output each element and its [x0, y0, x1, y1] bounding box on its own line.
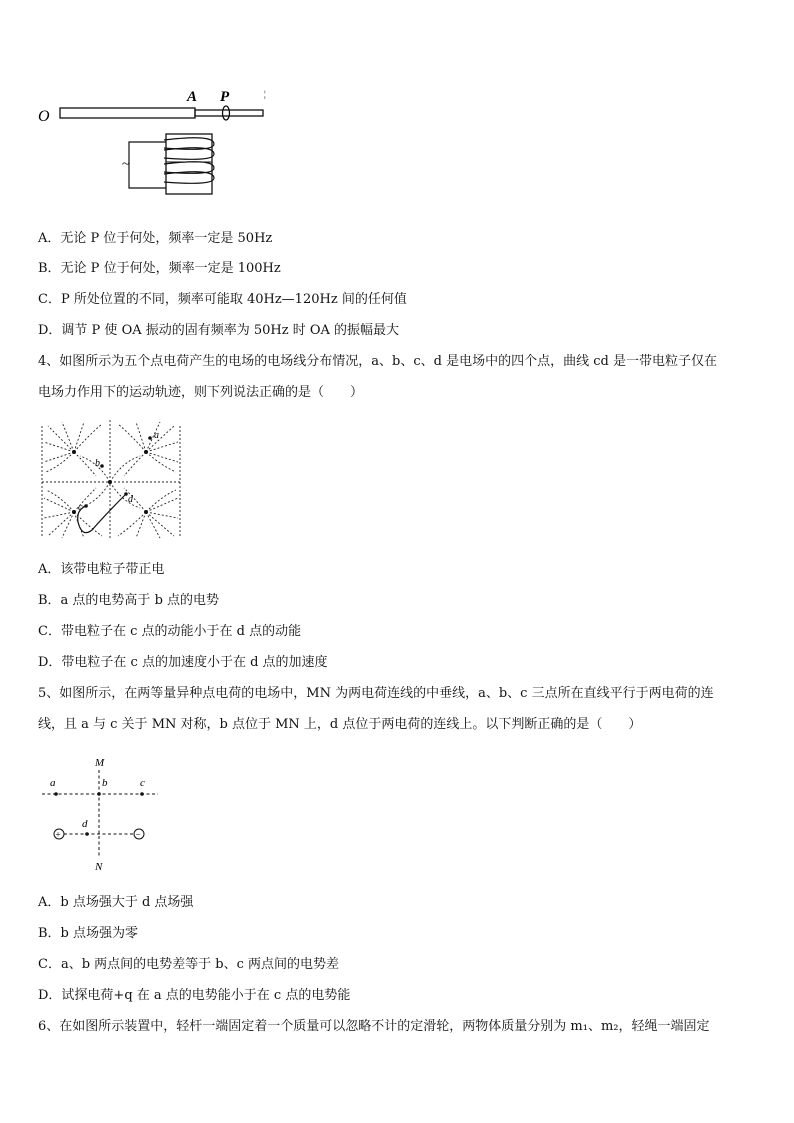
label-d: d — [128, 494, 133, 505]
label-c: c — [140, 777, 145, 789]
q4-option-a: A．该带电粒子带正电 — [38, 562, 165, 577]
rod-thick — [60, 108, 195, 118]
point-charge — [108, 480, 112, 484]
q3-option-a: A．无论 P 位于何处，频率一定是 50Hz — [38, 231, 273, 246]
label-b: b — [95, 458, 100, 469]
q4-option-c: C．带电粒子在 c 点的动能小于在 d 点的动能 — [38, 624, 302, 639]
rod-coil-diagram — [36, 84, 276, 196]
q3-option-c: C．P 所处位置的不同，频率可能取 40Hz—120Hz 间的任何值 — [38, 292, 407, 307]
q4-option-d: D．带电粒子在 c 点的加速度小于在 d 点的加速度 — [38, 655, 328, 670]
q5-option-d: D．试探电荷+q 在 a 点的电势能小于在 c 点的电势能 — [38, 988, 351, 1003]
circuit-wire — [129, 142, 166, 188]
label-a: A — [187, 89, 198, 105]
label-d: d — [82, 818, 88, 830]
label-b: b — [102, 777, 108, 789]
q5-option-a: A．b 点场强大于 d 点场强 — [38, 895, 194, 910]
point-charge — [72, 450, 76, 454]
point-charge — [144, 450, 148, 454]
tick-mark: ¦ — [264, 89, 266, 99]
q4-stem-line1: 4、如图所示为五个点电荷产生的电场的电场线分布情况，a、b、c、d 是电场中的四个点，曲线 cd 是一带电粒子仅在 — [38, 354, 717, 369]
q6-stem-line1: 6、在如图所示装置中，轻杆一端固定着一个质量可以忽略不计的定滑轮，两物体质量分别为 m₁、m₂，轻绳一端固定 — [38, 1019, 710, 1034]
ac-symbol: ~ — [122, 157, 130, 172]
q3-option-d: D．调节 P 使 OA 振动的固有频率为 50Hz 时 OA 的振幅最大 — [38, 323, 400, 338]
q4-option-b: B．a 点的电势高于 b 点的电势 — [38, 593, 220, 608]
field-lines — [42, 420, 180, 538]
label-c: c — [78, 502, 83, 513]
label-a: a — [154, 430, 159, 441]
q5-option-c: C．a、b 两点间的电势差等于 b、c 两点间的电势差 — [38, 957, 340, 972]
q3-option-b: B．无论 P 位于何处，频率一定是 100Hz — [38, 261, 281, 276]
point-charge — [72, 510, 76, 514]
dipole-diagram — [40, 752, 170, 874]
label-m: M — [95, 757, 105, 769]
field-lines-diagram — [40, 418, 182, 540]
label-p: P — [220, 89, 230, 105]
figure-dipole — [40, 752, 170, 874]
plus-sign: + — [55, 829, 61, 840]
label-a: a — [50, 777, 56, 789]
q4-stem-line2: 电场力作用下的运动轨迹，则下列说法正确的是（ ） — [38, 385, 364, 400]
q5-stem-line2: 线，且 a 与 c 关于 MN 对称，b 点位于 MN 上，d 点位于两电荷的连线上。以下判断正确的是（ ） — [38, 717, 642, 732]
point-charge — [144, 510, 148, 514]
q5-stem-line1: 5、如图所示，在两等量异种点电荷的电场中，MN 为两电荷连线的中垂线，a、b、c 三点所在直线平行于两电荷的连 — [38, 686, 714, 701]
iron-core — [166, 134, 212, 194]
label-n: N — [95, 861, 103, 873]
figure-rod-coil — [36, 84, 276, 196]
q5-option-b: B．b 点场强为零 — [38, 926, 139, 941]
figure-field-lines — [40, 418, 182, 540]
ring-p — [223, 106, 230, 120]
minus-sign: − — [135, 829, 141, 840]
label-o: O — [38, 108, 50, 125]
